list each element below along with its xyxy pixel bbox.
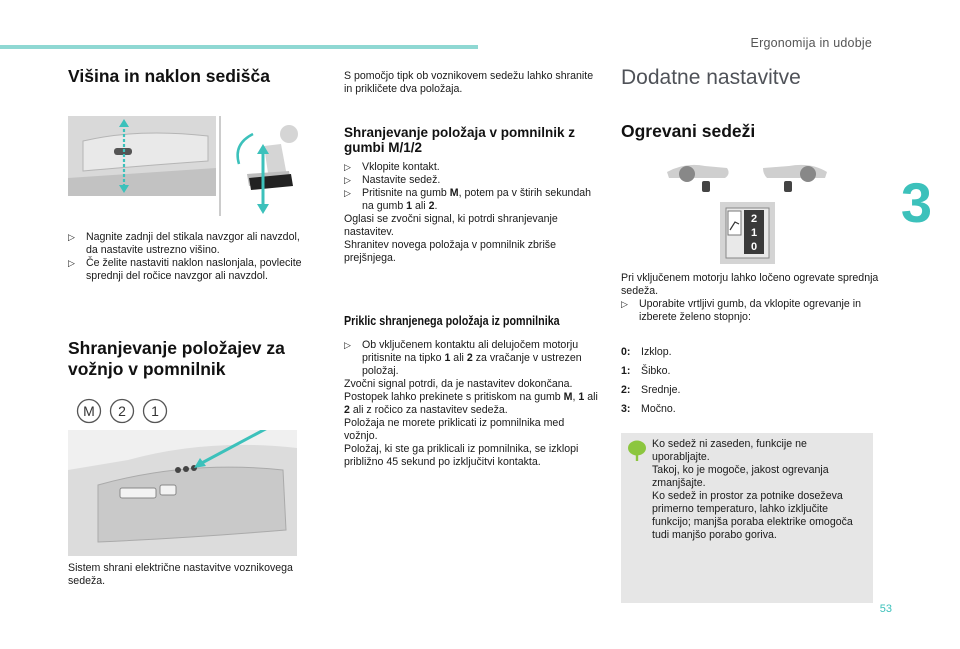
list-item: ▷ Ob vključenem kontaktu ali delujočem motorju pritisnite na tipko 1 ali 2 za vračanje v ustrezen položaj. bbox=[344, 339, 582, 377]
section-title-save: Shranjevanje položaja v pomnilnik z gumbi M/1/2 bbox=[344, 125, 576, 155]
recall-section: Priklic shranjenega položaja iz pomnilnika ▷ Ob vključenem kontaktu ali delujočem motorju pritisnite na tipko 1 ali 2 za vračanje v ustrezen položaj. Zvočni signal potrdi, da je nastavitev dokončana. Postopek lahko prekinete s pritiskom na gumb M, 1 ali 2 ali z ročico za nastavitev sedeža. Položaja ne morete priklicati iz pomnilnika med vožnjo. Položaj, ki ste ga priklicali iz pomnilnika, se izklopi približno 45 sekund po izključitvi kontakta. bbox=[344, 314, 598, 468]
column-extra-settings bbox=[621, 66, 881, 142]
page-number: 53 bbox=[879, 603, 892, 615]
list-item: ▷ Če želite nastaviti naklon naslonjala, povlecite sprednji del ročice navzgor ali navzdol. bbox=[68, 257, 302, 282]
seat-memory-photo bbox=[68, 430, 297, 556]
memory-buttons-diagram bbox=[76, 398, 168, 424]
seat-side-illustration bbox=[68, 430, 297, 556]
leaf-icon bbox=[627, 440, 647, 462]
button-m-label: M bbox=[83, 403, 95, 419]
list-item: ▷ Pritisnite na gumb M, potem pa v štirih sekundah na gumb 1 ali 2. bbox=[344, 187, 592, 212]
seat-switch-illustration bbox=[68, 116, 216, 196]
height-instructions bbox=[68, 231, 308, 283]
button-2-label: 2 bbox=[118, 403, 126, 419]
section-title-memory: Shranjevanje položajev za vožnjo v pomnilnik bbox=[68, 338, 285, 379]
seat-switch-photo bbox=[68, 116, 216, 196]
memory-section bbox=[68, 338, 308, 380]
bullet-marker-icon: ▷ bbox=[68, 258, 75, 268]
chapter-number: 3 bbox=[900, 171, 932, 234]
knob-level-2: 2 bbox=[750, 213, 758, 225]
column-memory-instructions bbox=[344, 70, 599, 96]
bullet-marker-icon: ▷ bbox=[344, 340, 351, 350]
header-accent-bar bbox=[0, 45, 478, 49]
eco-note-text: Ko sedež ni zaseden, funkcije ne uporabljajte. Takoj, ko je mogoče, jakost ogrevanja zmanjšajte. Ko sedež in prostor za potnike doseževa primerno temperaturo, lahko izključite funkcijo; manjša poraba elektrike omogoča tudi manjšo porabo goriva. bbox=[652, 438, 853, 541]
save-section: Shranjevanje položaja v pomnilnik z gumbi M/1/2 ▷ Vklopite kontakt. ▷ Nastavite sedež. ▷ Pritisnite na gumb M, potem pa v štirih sekundah na gumb 1 ali 2. Oglasi se zvočni signal, ki potrdi shranjevanje nastavitev. Shranitev novega položaja v pomnilnik zbriše prejšnjega. bbox=[344, 125, 599, 265]
list-item: ▷ Uporabite vrtljivi gumb, da vklopite ogrevanje in izberete želeno stopnjo: bbox=[621, 298, 861, 323]
chapter-title: Ergonomija in udobje bbox=[750, 36, 872, 50]
list-item: ▷ Nastavite sedež. bbox=[344, 174, 441, 186]
section-title-height-tilt: Višina in naklon sedišča bbox=[68, 66, 270, 86]
knob-level-0: 0 bbox=[750, 241, 758, 253]
bullet-marker-icon: ▷ bbox=[344, 162, 351, 172]
eco-note-box bbox=[621, 433, 873, 603]
bullet-marker-icon: ▷ bbox=[68, 232, 75, 242]
section-title-heated-seats: Ogrevani sedeži bbox=[621, 121, 756, 141]
heated-seat-diagram bbox=[665, 160, 830, 265]
bullet-marker-icon: ▷ bbox=[344, 175, 351, 185]
knob-level-1: 1 bbox=[750, 227, 758, 239]
section-title-recall: Priklic shranjenega položaja iz pomnilnika bbox=[344, 314, 560, 328]
list-item: ▷ Vklopite kontakt. bbox=[344, 161, 440, 173]
bullet-marker-icon: ▷ bbox=[621, 299, 628, 309]
memory-intro: S pomočjo tipk ob voznikovem sedežu lahko shranite in prikličete dva položaja. bbox=[344, 70, 594, 95]
column-seat-height bbox=[68, 66, 308, 87]
heated-seat-instructions: Pri vključenem motorju lahko ločeno ogrevate sprednja sedeža. ▷ Uporabite vrtljivi gumb, da vklopite ogrevanje in izberete želeno stopnjo: bbox=[621, 272, 879, 323]
button-1-label: 1 bbox=[151, 403, 159, 419]
section-title-extra: Dodatne nastavitve bbox=[621, 66, 801, 89]
bullet-marker-icon: ▷ bbox=[344, 188, 351, 198]
seat-movement-diagram bbox=[219, 116, 306, 216]
list-item: ▷ Nagnite zadnji del stikala navzgor ali navzdol, da nastavite ustrezno višino. bbox=[68, 231, 300, 256]
memory-caption: Sistem shrani električne nastavitve voznikovega sedeža. bbox=[68, 562, 293, 587]
